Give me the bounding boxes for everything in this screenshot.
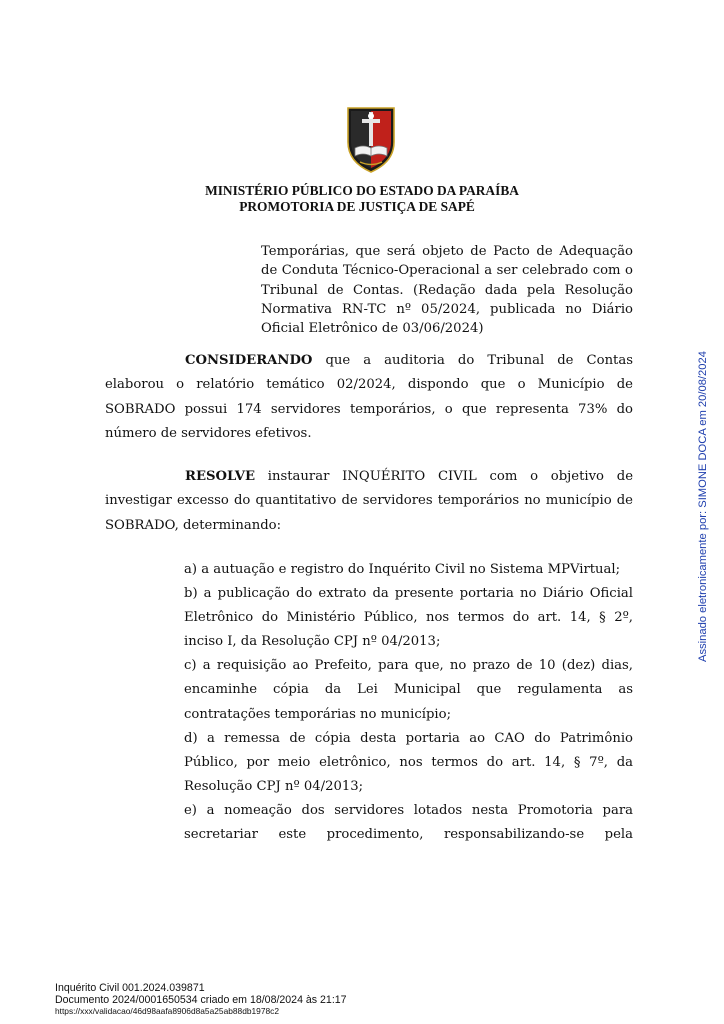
footer-case-number: Inquérito Civil 001.2024.039871 [55, 982, 205, 994]
quoted-excerpt: Temporárias, que será objeto de Pacto de Adequação de Conduta Técnico-Operacional a ser celebrado com o Tribunal de Contas. (Redação dada pela Resolução Normativa RN-TC nº 05/2024, publicada no Diário Oficial Eletrônico de 03/06/2024) [261, 244, 633, 337]
list-item: a) a autuação e registro do Inquérito Civil no Sistema MPVirtual; [184, 562, 621, 577]
institution-name: MINISTÉRIO PÚBLICO DO ESTADO DA PARAÍBA [205, 183, 519, 198]
list-item: e) a nomeação dos servidores lotados nesta Promotoria para secretariar este procedimento, responsabilizando-se pela [184, 802, 633, 843]
considerando-text: que a auditoria do Tribunal de Contas elaborou o relatório temático 02/2024, dispondo que o Município de SOBRADO possui 174 servidores temporários, o que representa 73% do número de servidores efetivos. [105, 353, 633, 441]
resolve-text: instaurar INQUÉRITO CIVIL com o objetivo de investigar excesso do quantitativo de servidores temporários no município de SOBRADO, determinando: [105, 469, 633, 533]
office-name: PROMOTORIA DE JUSTIÇA DE SAPÉ [239, 199, 475, 214]
list-item: c) a requisição ao Prefeito, para que, no prazo de 10 (dez) dias, encaminhe cópia da Lei Municipal que regulamenta as contratações temporárias no município; [184, 658, 633, 722]
footer-validation-link[interactable]: https://xxx/validacao/46d98aafa8906d8a5a25ab88db1978c2 [55, 1006, 279, 1016]
considerando-paragraph [105, 349, 633, 446]
footer-document-info: Documento 2024/0001650534 criado em 18/08/2024 às 21:17 [55, 994, 347, 1006]
determinations-list [184, 558, 633, 847]
resolve-paragraph [105, 465, 633, 538]
document-footer [55, 982, 347, 1017]
list-item: d) a remessa de cópia desta portaria ao CAO do Patrimônio Público, por meio eletrônico, nos termos do art. 14, § 7º, da Resolução CPJ nº 04/2013; [184, 730, 633, 794]
resolve-keyword: RESOLVE [185, 469, 256, 484]
list-item: b) a publicação do extrato da presente portaria no Diário Oficial Eletrônico do Ministério Público, nos termos do art. 14, § 2º, inciso I, da Resolução CPJ nº 04/2013; [184, 586, 633, 650]
coat-of-arms-icon [342, 104, 400, 174]
electronic-signature-note: Assinado eletronicamente por: SIMONE DOCA em 20/08/2024 [697, 351, 709, 662]
considerando-keyword: CONSIDERANDO [185, 353, 313, 368]
